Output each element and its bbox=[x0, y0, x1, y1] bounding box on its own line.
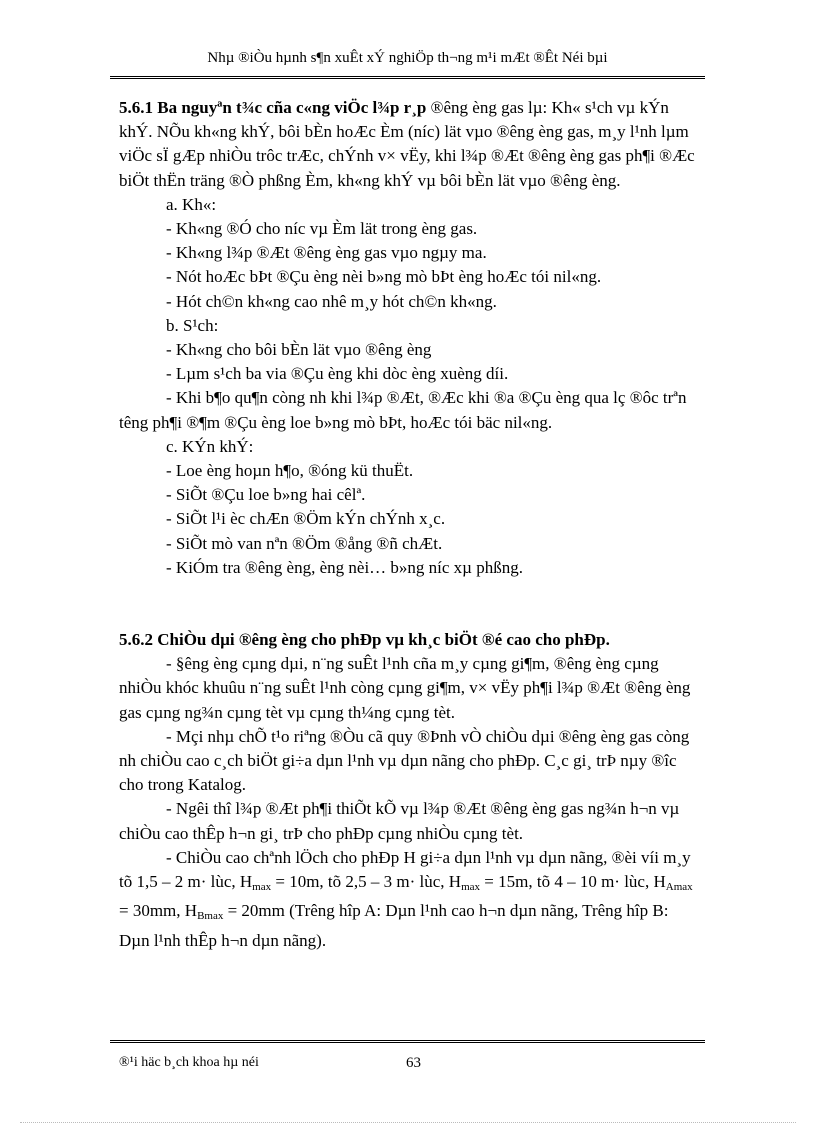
list-item: - KiÓm tra ®êng èng, èng nèi… b»ng níc xµ phßng. bbox=[166, 557, 523, 577]
subscript: Bmax bbox=[197, 910, 224, 923]
subsection-c-label: c. KÝn khÝ: bbox=[166, 436, 254, 456]
footer-institution: ®¹i häc b¸ch khoa hµ néi bbox=[119, 1055, 259, 1070]
subsection-a-label: a. Kh«: bbox=[166, 194, 217, 214]
paragraph-text: = 10m, tõ 2,5 – 3 m· lùc, H bbox=[271, 872, 462, 892]
list-item: - Khi b¶o qu¶n còng nh khi l¾p ®Æt, ®Æc khi ®a ®Çu èng qua lç ®ôc trªn têng ph¶i ®¶m ®Çu èng loe b»ng mò bÞt, hoÆc tói bäc nil«ng. bbox=[119, 388, 687, 432]
section-gap bbox=[119, 580, 701, 628]
section-1-heading-rest: ®êng èng gas lµ: Kh« s¹ch vµ kÝn khÝ. NÕu kh«ng khÝ, bôi bÈn hoÆc Èm (níc) lät vµo ®êng èng gas, m¸y l¹nh lµm viÖc sÏ gÆp nhiÒu trôc trÆc, chÝnh v× vËy, khi l¾p ®Æt ®êng èng gas ph¶i ®Æc biÖt thËn träng ®Ò phßng Èm, kh«ng khÝ vµ bôi bÈn lät vµo ®êng èng. bbox=[119, 98, 695, 190]
footer-rule bbox=[110, 1040, 705, 1043]
section-2-paragraph: - §êng èng cµng dµi, n¨ng suÊt l¹nh cña m¸y cµng gi¶m, ®êng èng cµng nhiÒu khóc khuûu n¨ng suÊt l¹nh còng cµng gi¶m, v× vËy ph¶i l¾p ®Æt ®êng èng gas cµng ng¾n cµng tèt vµ cµng th¼ng cµng tèt. bbox=[119, 654, 691, 722]
subscript: max bbox=[252, 881, 272, 894]
list-item: - SiÕt mò van nªn ®Öm ®ång ®ñ chÆt. bbox=[166, 533, 443, 553]
header-rule bbox=[110, 76, 705, 79]
running-header: Nhµ ®iÒu hµnh s¶n xuÊt xÝ nghiÖp th¬ng m¹i mÆt ®Êt Néi bµi bbox=[207, 50, 608, 66]
paragraph-text: = 15m, tõ 4 – 10 m· lùc, H bbox=[480, 872, 666, 892]
subscript: max bbox=[461, 881, 481, 894]
list-item: - Loe èng hoµn h¶o, ®óng kü thuËt. bbox=[166, 461, 414, 481]
paragraph-text: = 30mm, H bbox=[119, 901, 198, 921]
subsection-b-label: b. S¹ch: bbox=[166, 315, 219, 335]
list-item: - SiÕt l¹i èc chÆn ®Öm kÝn chÝnh x¸c. bbox=[166, 509, 446, 529]
paragraph-text: - ChiÒu cao chªnh lÖch cho phÐp H gi÷a dµn l¹nh vµ dµn nãng, ®èi víi m¸y tõ 1,5 – 2 m· lùc, H bbox=[119, 847, 691, 892]
list-item: - Kh«ng l¾p ®Æt ®êng èng gas vµo ngµy ma. bbox=[166, 243, 487, 263]
section-2-paragraph: - Mçi nhµ chÕ t¹o riªng ®Òu cã quy ®Þnh vÒ chiÒu dµi ®êng èng gas còng nh chiÒu cao c¸ch biÖt gi÷a dµn l¹nh vµ dµn nãng cho phÐp. C¸c gi¸ trÞ nµy ®îc cho trong Katalog. bbox=[119, 726, 690, 795]
list-item: - Hót ch©n kh«ng cao nhê m¸y hót ch©n kh«ng. bbox=[166, 291, 497, 311]
list-item: - Kh«ng cho bôi bÈn lät vµo ®êng èng bbox=[166, 340, 432, 360]
section-2-paragraph bbox=[119, 846, 701, 953]
section-1-intro bbox=[119, 96, 701, 193]
paragraph-text: = 20mm (Trêng hîp A: Dµn l¹nh cao h¬n dµn nãng, Trêng hîp B: Dµn l¹nh thÊp h¬n dµn nãng). bbox=[119, 901, 669, 950]
section-2-paragraph: - Ngêi thî l¾p ®Æt ph¶i thiÕt kÕ vµ l¾p ®Æt ®êng èng gas ng¾n h¬n vµ chiÒu cao thÊp h¬n gi¸ trÞ cho phÐp cµng nhiÒu cµng tèt. bbox=[119, 799, 680, 843]
page-number: 63 bbox=[406, 1055, 421, 1071]
section-1-heading: 5.6.1 Ba nguyªn t¾c cña c«ng viÖc l¾p r¸p bbox=[119, 98, 427, 117]
list-item: - SiÕt ®Çu loe b»ng hai cêlª. bbox=[166, 485, 366, 505]
section-2-heading: 5.6.2 ChiÒu dµi ®êng èng cho phÐp vµ kh¸c biÖt ®é cao cho phÐp. bbox=[119, 630, 610, 650]
page-body bbox=[119, 96, 701, 953]
subscript: Amax bbox=[665, 881, 693, 894]
list-item: - Lµm s¹ch ba via ®Çu èng khi dòc èng xuèng díi. bbox=[166, 364, 509, 384]
list-item: - Kh«ng ®Ó cho níc vµ Èm lät trong èng gas. bbox=[166, 219, 478, 239]
list-item: - Nót hoÆc bÞt ®Çu èng nèi b»ng mò bÞt èng hoÆc tói nil«ng. bbox=[166, 267, 602, 287]
